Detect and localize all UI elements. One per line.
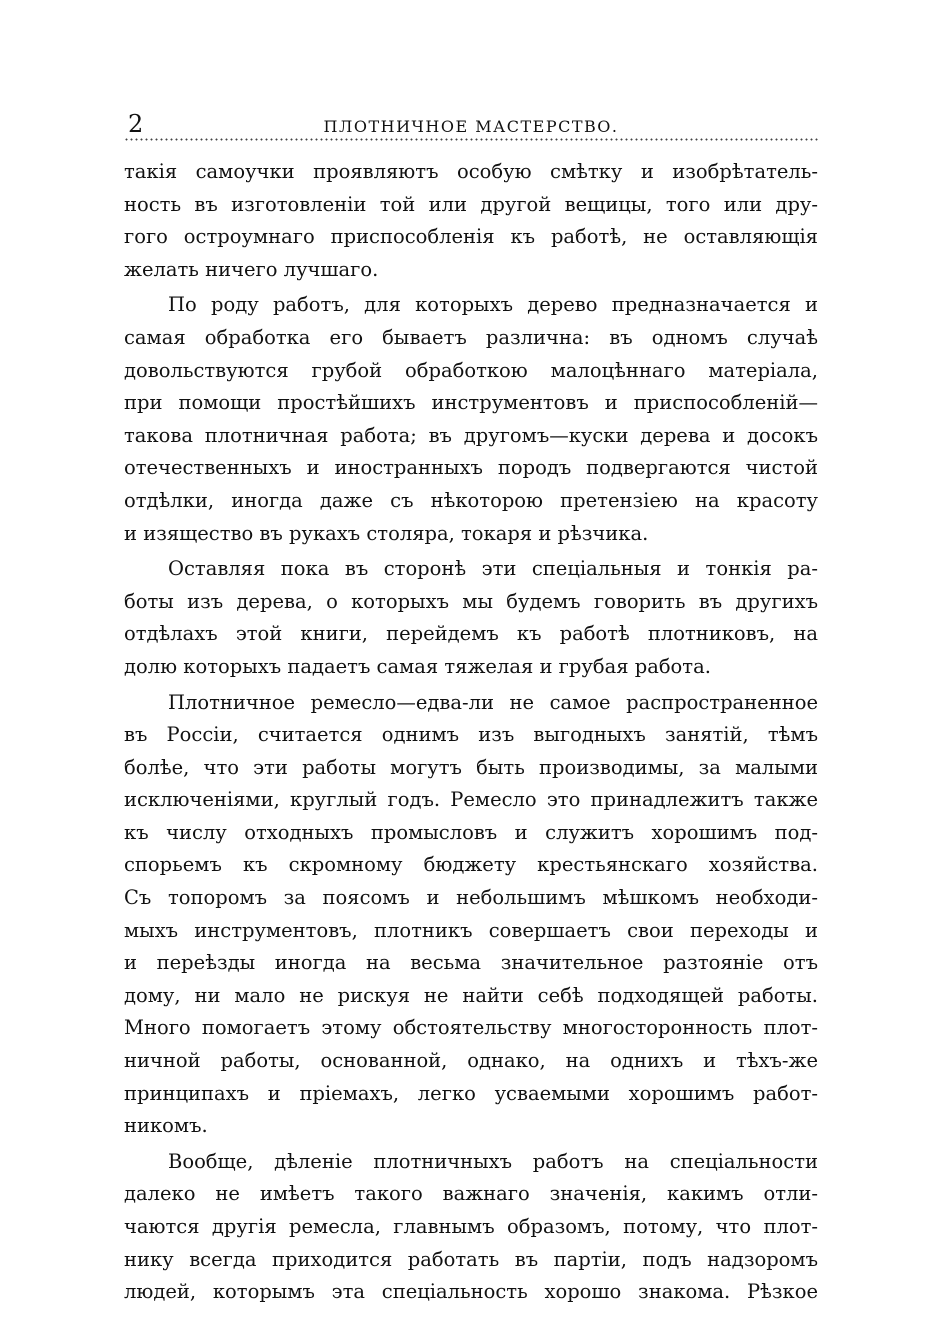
running-header — [124, 108, 818, 138]
text-line: желать ничего лучшаго. — [124, 257, 379, 281]
text-line: довольствуются грубой обработкою малоцѣннаго матеріала, — [124, 358, 818, 382]
book-page — [124, 108, 818, 1304]
text-line: Плотничное ремесло—едва-ли не самое распространенное — [168, 690, 818, 714]
text-line: нику всегда приходится работать въ партіи, подъ надзоромъ — [124, 1247, 818, 1271]
text-line: отдѣлахъ этой книги, перейдемъ къ работѣ плотниковъ, на — [124, 622, 818, 646]
paragraph — [124, 156, 818, 286]
text-line: Оставляя пока въ сторонѣ эти спеціальныя и тонкія ра- — [168, 557, 818, 581]
paragraph — [124, 1146, 818, 1309]
running-title: ПЛОТНИЧНОЕ МАСТЕРСТВО. — [323, 117, 619, 136]
text-line: По роду работъ, для которыхъ дерево предназначается и — [168, 293, 818, 317]
text-line: и переѣзды иногда на весьма значительное разтояніе отъ — [124, 951, 818, 975]
text-line: Съ топоромъ за поясомъ и небольшимъ мѣшкомъ необходи- — [124, 886, 818, 910]
text-line: такія самоучки проявляютъ особую смѣтку и изобрѣтатель- — [124, 160, 818, 183]
text-line: такова плотничная работа; въ другомъ—куски дерева и досокъ — [124, 423, 818, 447]
text-line: людей, которымъ эта спеціальность хорошо знакома. Рѣзкое — [124, 1280, 818, 1304]
text-line: дому, ни мало не рискуя не найти себѣ подходящей работы. — [124, 983, 818, 1007]
paragraph — [124, 289, 818, 550]
text-line: мыхъ инструментовъ, плотникъ совершаетъ свои переходы и — [124, 918, 818, 942]
header-dotted-rule — [124, 138, 818, 141]
text-line: принципахъ и пріемахъ, легко усваемыми хорошимъ работ- — [124, 1081, 818, 1105]
text-line: исключеніями, круглый годъ. Ремесло это принадлежитъ также — [124, 788, 818, 812]
text-line: отдѣлки, иногда даже съ нѣкоторою претензіею на красоту — [124, 488, 818, 512]
text-line: боты изъ дерева, о которыхъ мы будемъ говорить въ другихъ — [124, 589, 818, 613]
text-line: къ числу отходныхъ промысловъ и служитъ хорошимъ под- — [124, 820, 818, 844]
body-text — [124, 156, 818, 1309]
text-line: Много помогаетъ этому обстоятельству многосторонность плот- — [124, 1016, 818, 1040]
page-number: 2 — [128, 110, 144, 138]
text-line: гого остроумнаго приспособленія къ работѣ, не оставляющія — [124, 225, 818, 249]
text-line: никомъ. — [124, 1114, 208, 1138]
text-line: чаются другія ремесла, главнымъ образомъ, потому, что плот- — [124, 1215, 818, 1238]
text-line: долю которыхъ падаетъ самая тяжелая и грубая работа. — [124, 654, 711, 678]
text-line: самая обработка его бываетъ различна: въ одномъ случаѣ — [124, 325, 818, 349]
text-line: отечественныхъ и иностранныхъ породъ подвергаются чистой — [124, 456, 818, 480]
text-line: Вообще, дѣленіе плотничныхъ работъ на спеціальности — [168, 1149, 818, 1173]
text-line: и изящество въ рукахъ столяра, токаря и рѣзчика. — [124, 521, 649, 545]
text-line: далеко не имѣетъ такого важнаго значенія, какимъ отли- — [124, 1182, 818, 1206]
paragraph — [124, 553, 818, 683]
text-line: болѣе, что эти работы могутъ быть производимы, за малыми — [124, 755, 818, 779]
text-line: при помощи простѣйшихъ инструментовъ и приспособленій— — [124, 391, 818, 415]
text-line: спорьемъ къ скромному бюджету крестьянскаго хозяйства. — [124, 853, 818, 877]
text-line: ничной работы, основанной, однако, на однихъ и тѣхъ-же — [124, 1049, 818, 1073]
text-line: въ Россіи, считается однимъ изъ выгодныхъ занятій, тѣмъ — [124, 723, 818, 747]
text-line: ность въ изготовленіи той или другой вещицы, того или дру- — [124, 192, 818, 216]
paragraph — [124, 687, 818, 1143]
